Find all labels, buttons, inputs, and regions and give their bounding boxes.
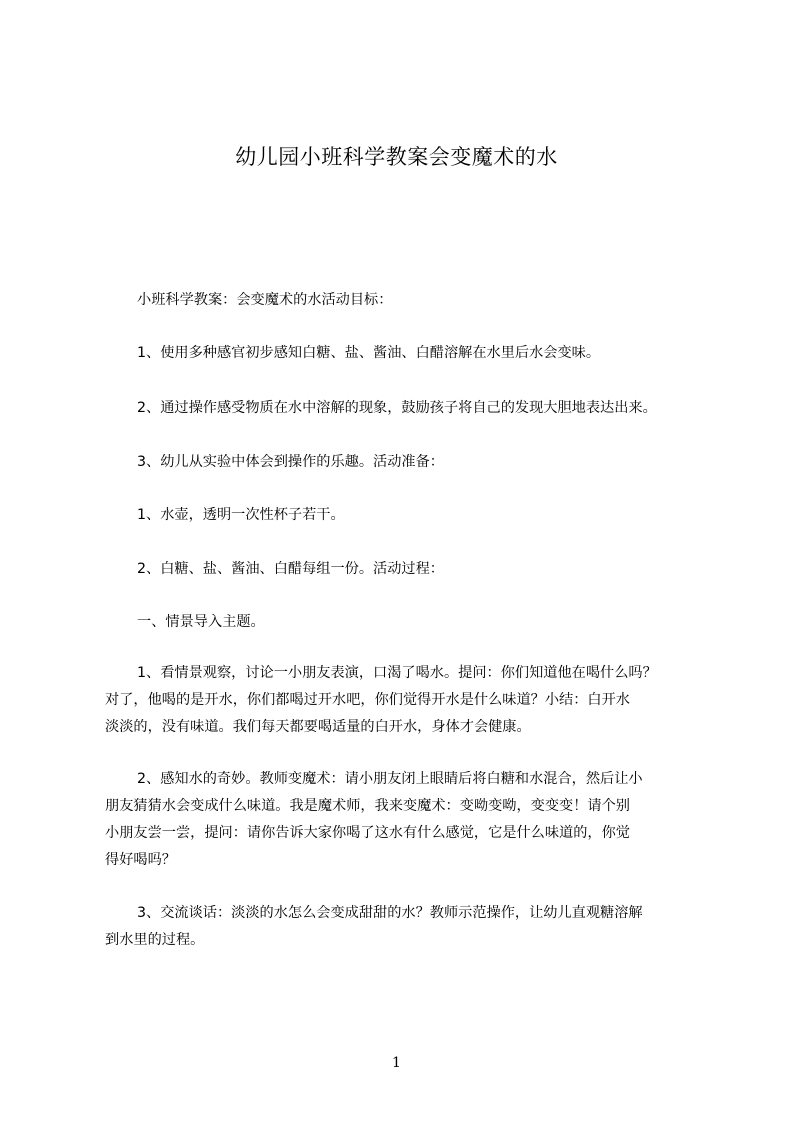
text-line: 2、白糖、盐、酱油、白醋每组一份。活动过程： — [137, 561, 444, 577]
text-line: 到水里的过程。 — [105, 932, 205, 948]
text-line: 3、幼儿从实验中体会到操作的乐趣。活动准备： — [137, 454, 444, 470]
text-line: 一、情景导入主题。 — [137, 614, 265, 630]
text-line: 小朋友尝一尝，提问：请你告诉大家你喝了这水有什么感觉，它是什么味道的，你觉 — [105, 825, 630, 841]
paragraph-step-2 — [105, 766, 725, 874]
paragraph-section-heading — [105, 609, 725, 636]
text-line: 对了，他喝的是开水，你们都喝过开水吧，你们觉得开水是什么味道？小结：白开水 — [105, 692, 630, 708]
text-line: 2、感知水的奇妙。教师变魔术：请小朋友闭上眼睛后将白糖和水混合，然后让小 — [137, 771, 643, 787]
paragraph-step-3 — [105, 900, 725, 954]
text-line: 2、通过操作感受物质在水中溶解的现象，鼓励孩子将自己的发现大胆地表达出来。 — [137, 400, 657, 416]
text-line: 小班科学教案：会变魔术的水活动目标： — [137, 292, 393, 308]
page-number: 1 — [392, 1055, 401, 1071]
paragraph-objectives-heading — [105, 287, 725, 314]
paragraph-objective-3 — [105, 449, 725, 476]
text-line: 3、交流谈话：淡淡的水怎么会变成甜甜的水？教师示范操作，让幼儿直观糖溶解 — [137, 905, 643, 921]
text-line: 1、看情景观察，讨论一小朋友表演，口渴了喝水。提问：你们知道他在喝什么吗？ — [137, 665, 657, 681]
text-line: 得好喝吗？ — [105, 852, 176, 868]
text-line: 朋友猜猜水会变成什么味道。我是魔术师，我来变魔术：变呦变呦，变变变！请个别 — [105, 798, 630, 814]
paragraph-objective-1 — [105, 340, 725, 367]
text-line: 1、使用多种感官初步感知白糖、盐、酱油、白醋溶解在水里后水会变味。 — [137, 345, 601, 361]
text-line: 1、水壶，透明一次性杯子若干。 — [137, 507, 345, 523]
paragraph-objective-2 — [105, 395, 725, 422]
document-title: 幼儿园小班科学教案会变魔术的水 — [235, 145, 558, 169]
text-line: 淡淡的，没有味道。我们每天都要喝适量的白开水，身体才会健康。 — [105, 719, 531, 735]
paragraph-prep-1 — [105, 502, 725, 529]
paragraph-prep-2 — [105, 556, 725, 583]
paragraph-step-1 — [105, 660, 725, 741]
